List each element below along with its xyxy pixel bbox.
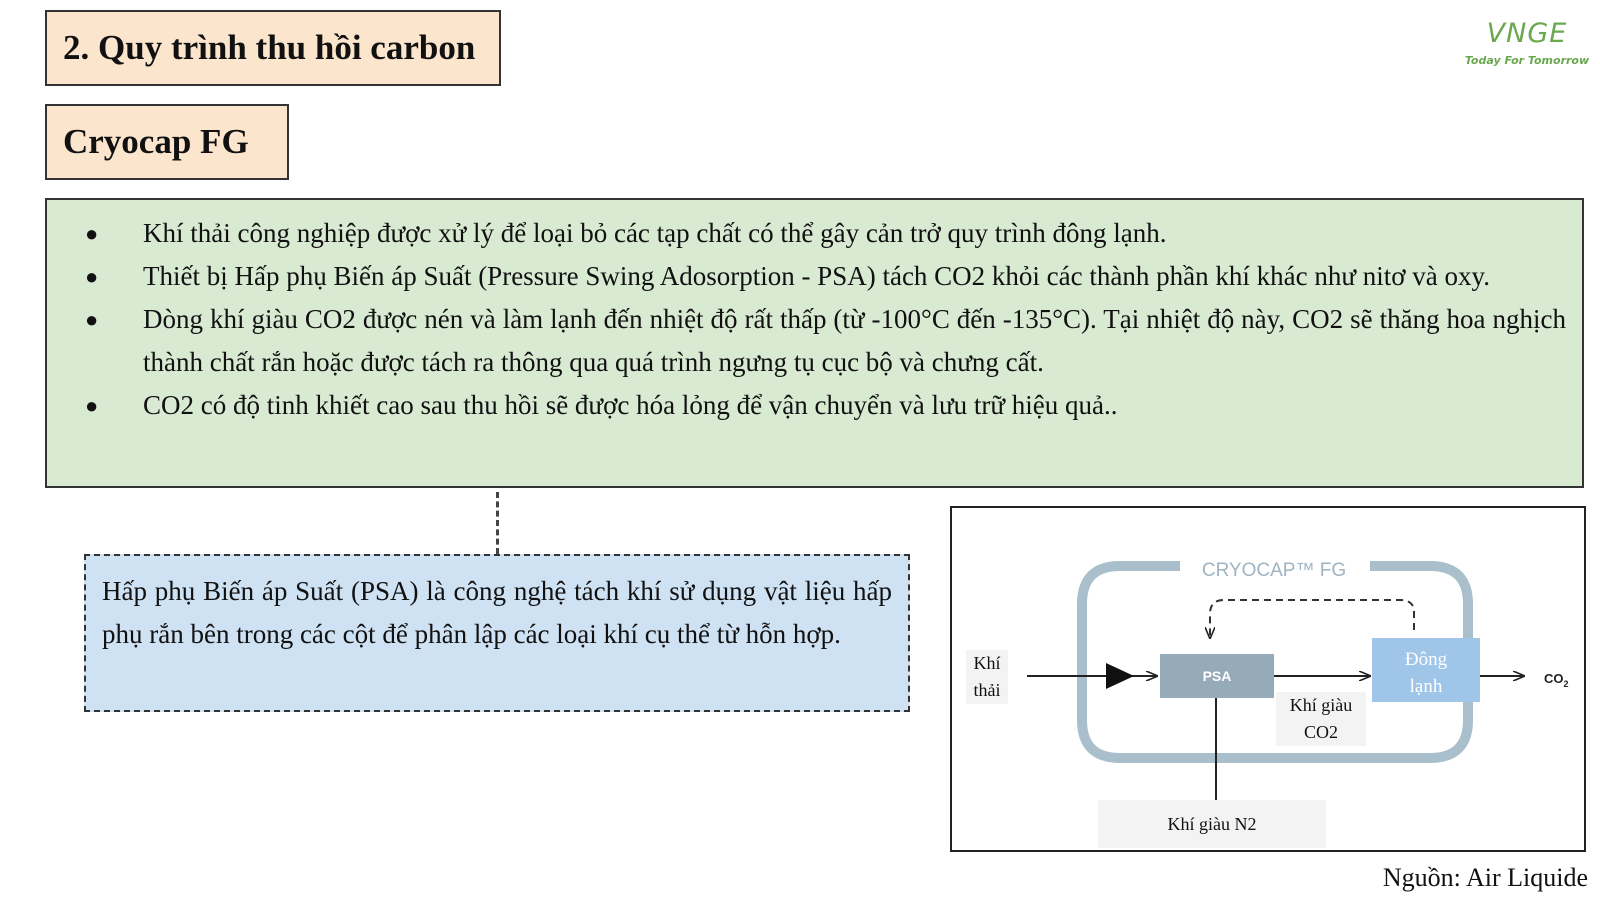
bullet-text: Dòng khí giàu CO2 được nén và làm lạnh đến nhiệt độ rất thấp (từ -100°C đến -135°C). Tại nhiệt độ này, CO2 sẽ thăng hoa nghịch thành chất rắn hoặc được tách ra thông qua quá trình ngưng tụ cục bộ và chưng cất. [143,304,1566,377]
logo-tagline: Today For Tomorrow [1464,54,1590,67]
bullet-list [47,212,1566,427]
input-label: Khí thải [966,650,1008,704]
bullet-item [47,298,1566,384]
source-credit: Nguồn: Air Liquide [1382,863,1588,892]
bullet-item [47,212,1566,255]
vnge-logo [1462,14,1592,84]
bullet-dot-icon: ● [85,307,99,332]
dashed-connector [496,492,499,554]
page-title: 2. Quy trình thu hồi carbon [45,10,501,86]
cryo-label-line2: lạnh [1409,676,1443,697]
section-subtitle: Cryocap FG [45,104,289,180]
n2-label: Khí giàu N2 [1098,800,1326,848]
psa-note-box: Hấp phụ Biến áp Suất (PSA) là công nghệ tách khí sử dụng vật liệu hấp phụ rắn bên trong các cột để phân lập các loại khí cụ thể từ hỗn hợp. [84,554,910,712]
bullet-text: Thiết bị Hấp phụ Biến áp Suất (Pressure Swing Adosorption - PSA) tách CO2 khỏi các thành phần khí khác như nitơ và oxy. [143,261,1490,291]
bullet-dot-icon: ● [85,264,99,289]
psa-label: PSA [1202,668,1232,684]
cryocap-diagram [950,506,1586,852]
process-bullets-box [45,198,1584,488]
bullet-item [47,384,1566,427]
cryo-label-line1: Đông [1404,649,1448,670]
logo-mark: VNGE [1486,18,1568,49]
rich-co2-label: Khí giàu CO2 [1276,692,1366,746]
compressor-icon [1106,663,1134,689]
diagram-heading: CRYOCAP™ FG [1201,560,1347,581]
output-label: $CO_2$ [1544,671,1569,689]
bullet-text: Khí thải công nghiệp được xử lý để loại bỏ các tạp chất có thể gây cản trở quy trình đông lạnh. [143,218,1167,248]
bullet-text: CO2 có độ tinh khiết cao sau thu hồi sẽ được hóa lỏng để vận chuyển và lưu trữ hiệu quả.. [143,390,1118,420]
bullet-item [47,255,1566,298]
bullet-dot-icon: ● [85,221,99,246]
bullet-dot-icon: ● [85,393,99,418]
recycle-dashed-arrow [1210,600,1414,638]
